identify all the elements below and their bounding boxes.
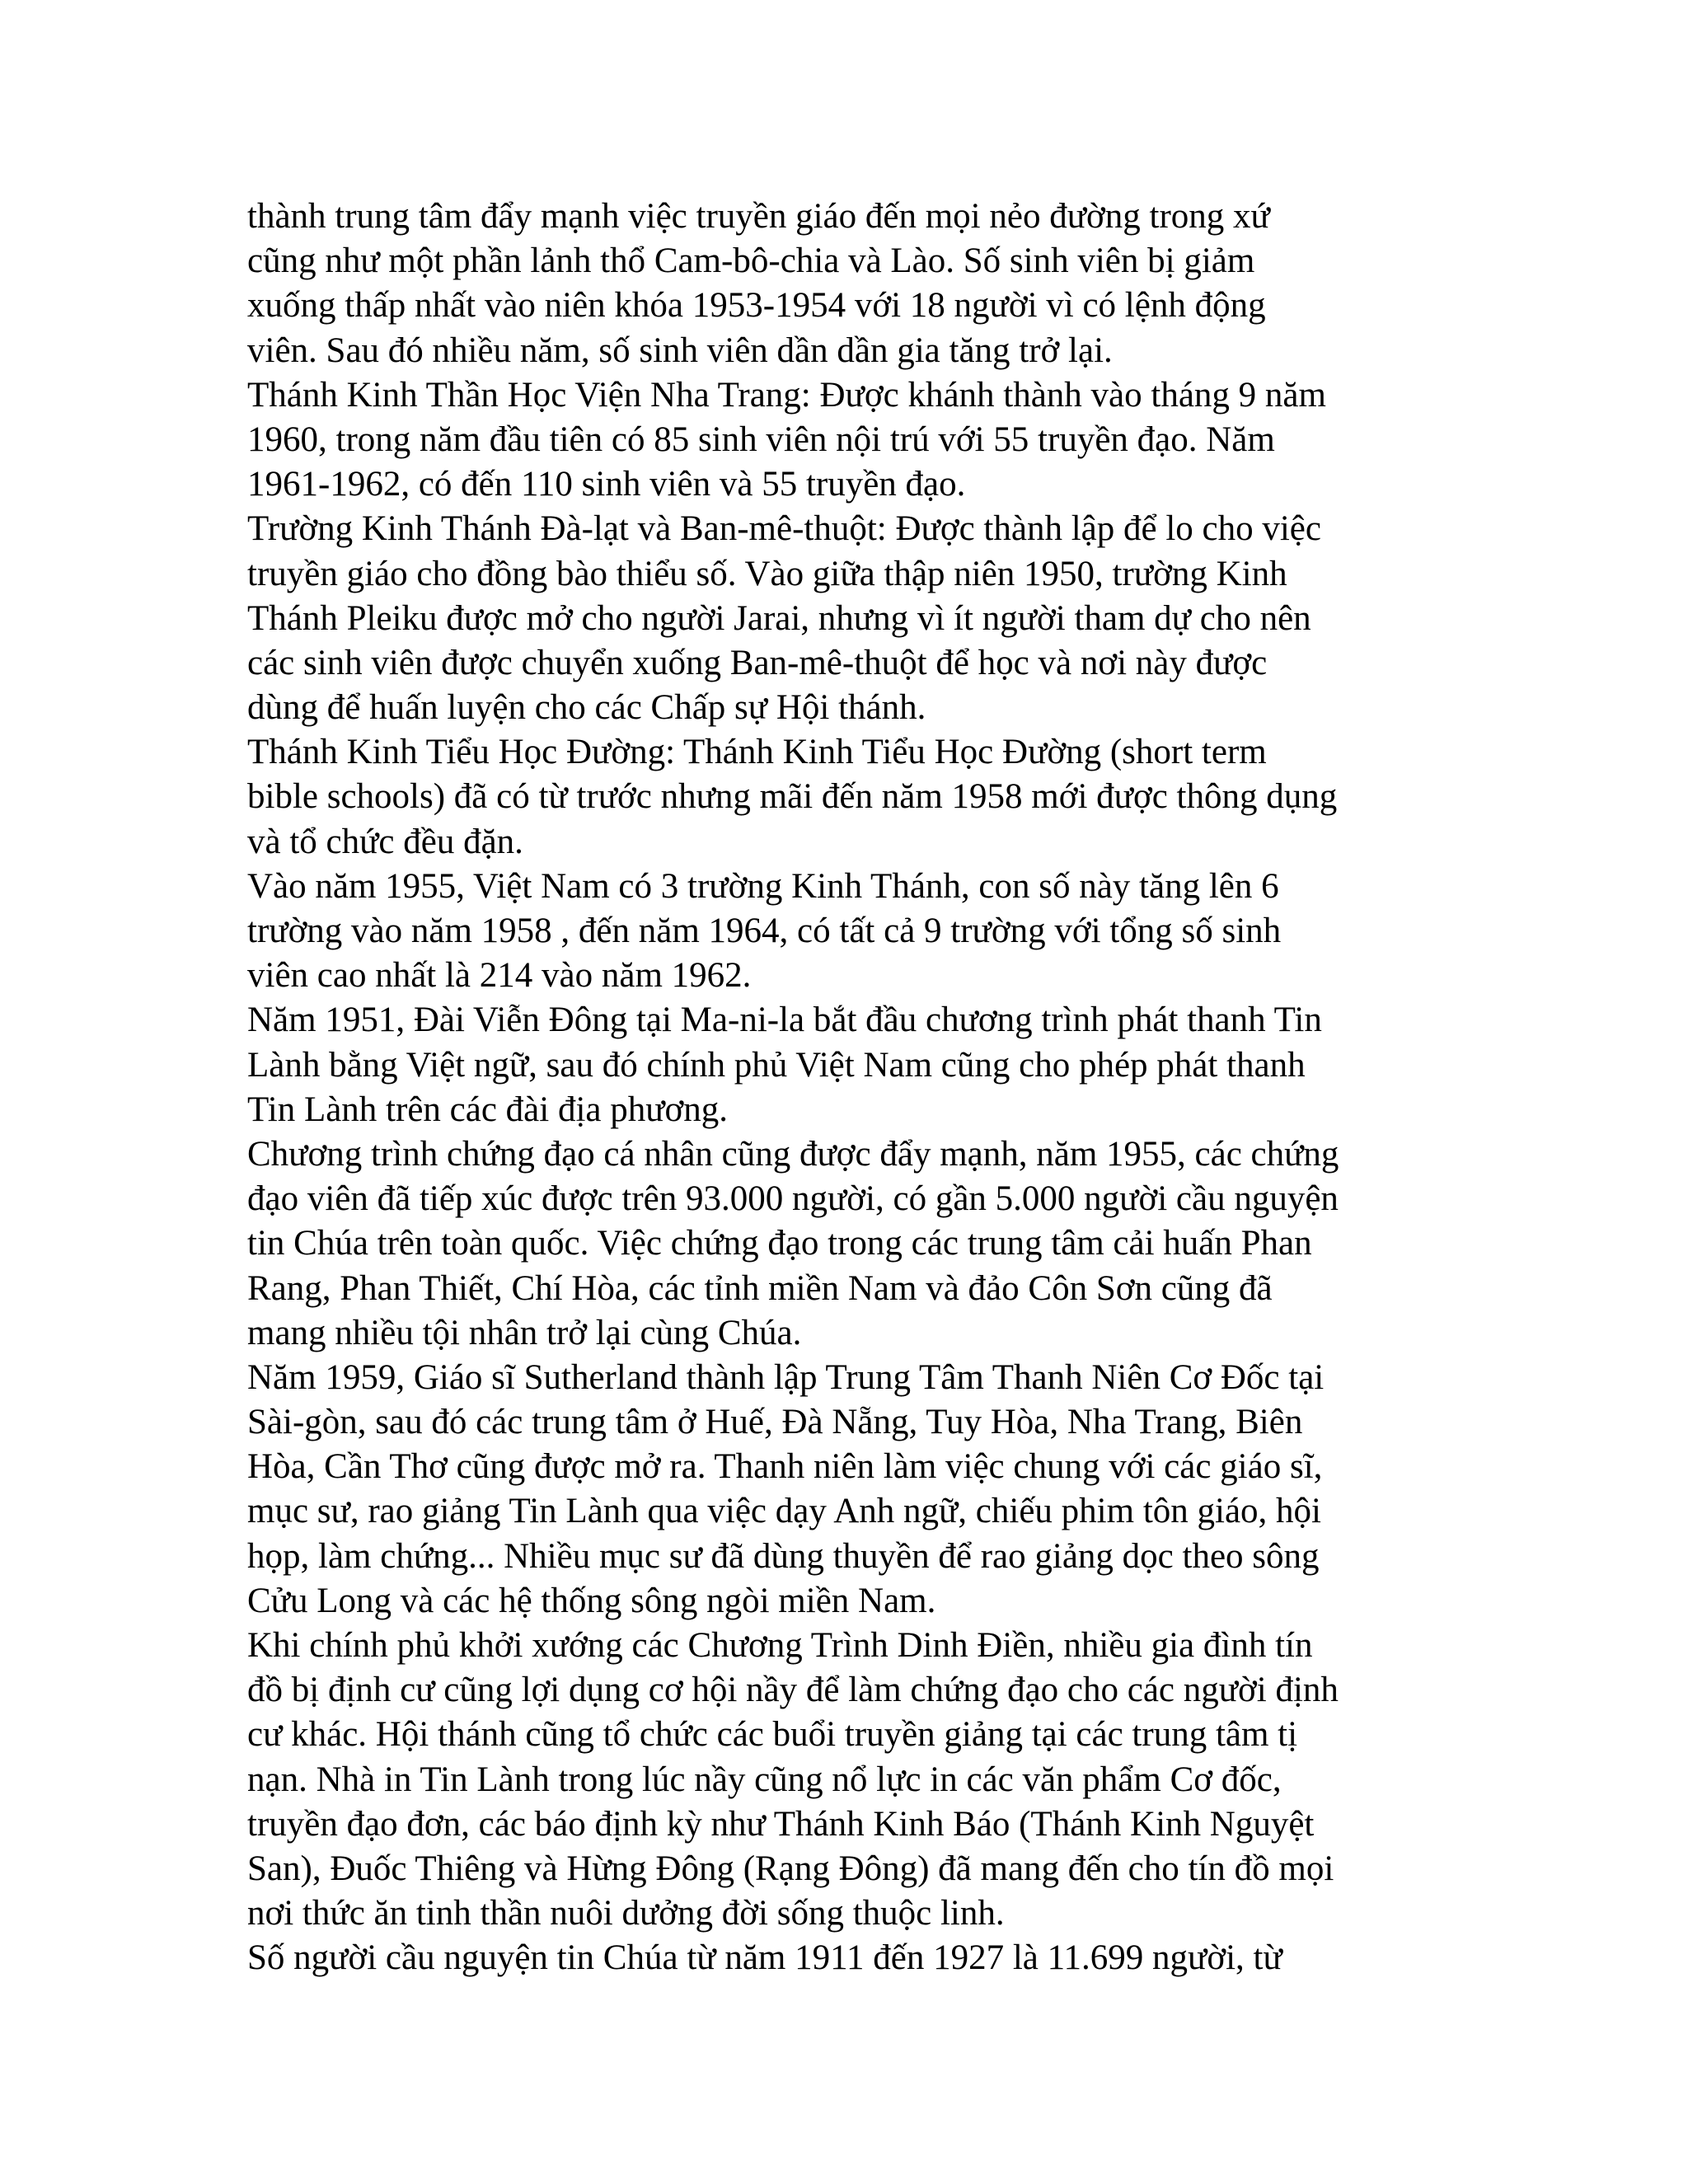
text-line: và tổ chức đều đặn. [247,822,523,861]
text-line: viên. Sau đó nhiều năm, số sinh viên dần dần gia tăng trở lại. [247,330,1113,370]
text-line: mang nhiều tội nhân trở lại cùng Chúa. [247,1313,802,1352]
text-line: Số người cầu nguyện tin Chúa từ năm 1911 đến 1927 là 11.699 người, từ [247,1938,1282,1978]
text-line: Khi chính phủ khởi xướng các Chương Trình Dinh Điền, nhiều gia đình tín [247,1626,1313,1665]
text-line: cư khác. Hội thánh cũng tổ chức các buổi truyền giảng tại các trung tâm tị [247,1715,1298,1755]
text-line: Vào năm 1955, Việt Nam có 3 trường Kinh Thánh, con số này tăng lên 6 [247,866,1279,906]
text-line: các sinh viên được chuyển xuống Ban-mê-thuột để học và nơi này được [247,643,1268,682]
text-line: 1960, trong năm đầu tiên có 85 sinh viên nội trú với 55 truyền đạo. Năm [247,419,1275,459]
text-line: cũng như một phần lảnh thổ Cam-bô-chia và Lào. Số sinh viên bị giảm [247,241,1255,281]
text-line: trường vào năm 1958 , đến năm 1964, có tất cả 9 trường với tổng số sinh [247,912,1282,950]
text-line: 1961-1962, có đến 110 sinh viên và 55 truyền đạo. [247,465,966,504]
text-line: dùng để huấn luyện cho các Chấp sự Hội thánh. [247,688,926,728]
text-line: tin Chúa trên toàn quốc. Việc chứng đạo trong các trung tâm cải huấn Phan [247,1224,1312,1263]
text-line: Chương trình chứng đạo cá nhân cũng được đẩy mạnh, năm 1955, các chứng [247,1134,1339,1174]
text-line: Hòa, Cần Thơ cũng được mở ra. Thanh niên làm việc chung với các giáo sĩ, [247,1447,1323,1487]
text-line: nơi thức ăn tinh thần nuôi dưởng đời sống thuộc linh. [247,1894,1005,1933]
text-line: đạo viên đã tiếp xúc được trên 93.000 người, có gần 5.000 người cầu nguyện [247,1179,1339,1219]
text-line: truyền giáo cho đồng bào thiểu số. Vào giữa thập niên 1950, trường Kinh [247,554,1287,593]
text-line: viên cao nhất là 214 vào năm 1962. [247,956,752,996]
text-line: truyền đạo đơn, các báo định kỳ như Thánh Kinh Báo (Thánh Kinh Nguyệt [247,1804,1315,1844]
text-line: Rang, Phan Thiết, Chí Hòa, các tỉnh miền Nam và đảo Côn Sơn cũng đã [247,1268,1273,1308]
text-line: Thánh Kinh Thần Học Viện Nha Trang: Được khánh thành vào tháng 9 năm [247,375,1326,415]
text-line: Sài-gòn, sau đó các trung tâm ở Huế, Đà Nẵng, Tuy Hòa, Nha Trang, Biên [247,1403,1303,1442]
text-line: Năm 1951, Đài Viễn Đông tại Ma-ni-la bắt đầu chương trình phát thanh Tin [247,1001,1322,1040]
text-line: họp, làm chứng... Nhiều mục sư đã dùng thuyền để rao giảng dọc theo sông [247,1536,1320,1576]
text-line: nạn. Nhà in Tin Lành trong lúc nầy cũng nổ lực in các văn phẩm Cơ đốc, [247,1760,1282,1799]
text-line: San), Đuốc Thiêng và Hừng Đông (Rạng Đông) đã mang đến cho tín đồ mọi [247,1849,1334,1888]
document-body-text [247,194,1451,1981]
text-line: bible schools) đã có từ trước nhưng mãi đến năm 1958 mới được thông dụng [247,777,1338,817]
text-line: Thánh Pleiku được mở cho người Jarai, nhưng vì ít người tham dự cho nên [247,598,1311,638]
text-line: xuống thấp nhất vào niên khóa 1953-1954 với 18 người vì có lệnh động [247,286,1266,326]
text-line: mục sư, rao giảng Tin Lành qua việc dạy Anh ngữ, chiếu phim tôn giáo, hội [247,1492,1321,1531]
text-line: Tin Lành trên các đài địa phương. [247,1090,729,1129]
text-line: thành trung tâm đẩy mạnh việc truyền giáo đến mọi nẻo đường trong xứ [247,197,1270,236]
text-line: Trường Kinh Thánh Đà-lạt và Ban-mê-thuột: Được thành lập để lo cho việc [247,509,1321,549]
text-line: Cửu Long và các hệ thống sông ngòi miền Nam. [247,1581,936,1620]
text-line: Thánh Kinh Tiểu Học Đường: Thánh Kinh Tiểu Học Đường (short term [247,733,1267,772]
text-line: Lành bằng Việt ngữ, sau đó chính phủ Việt Nam cũng cho phép phát thanh [247,1045,1306,1085]
text-line: Năm 1959, Giáo sĩ Sutherland thành lập Trung Tâm Thanh Niên Cơ Đốc tại [247,1357,1325,1397]
text-line: đồ bị định cư cũng lợi dụng cơ hội nầy để làm chứng đạo cho các người định [247,1671,1339,1710]
